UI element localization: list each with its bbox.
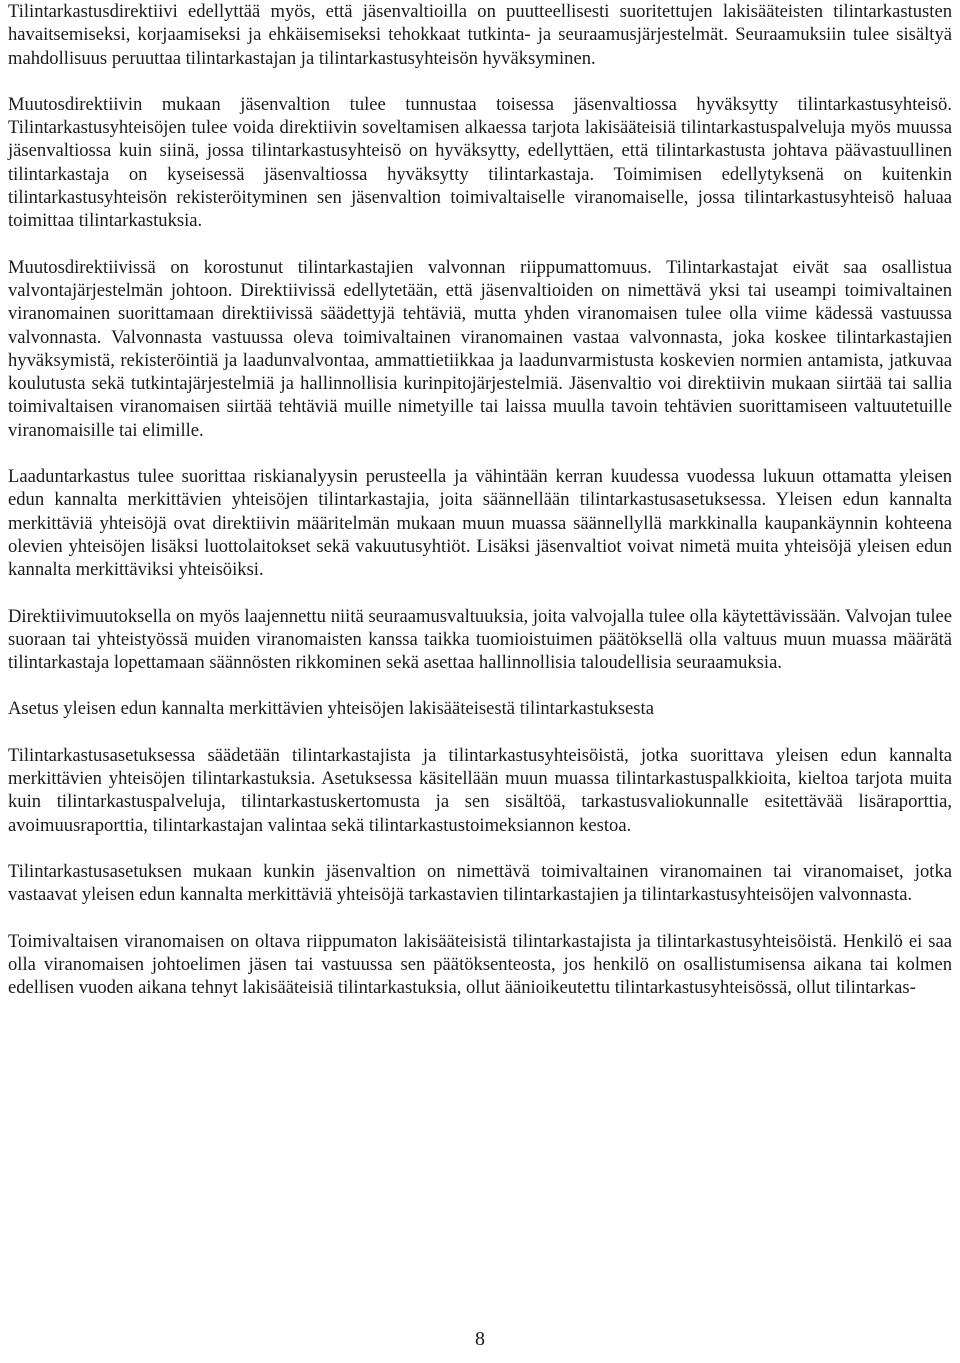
paragraph-5: Direktiivimuutoksella on myös laajennettu niitä seuraamusvaltuuksia, joita valvojalla tulee olla käytettävissään. Valvojan tulee suoraan tai yhteistyössä muiden viranomaisten kanssa taikka tuomioistuimen päätöksellä olla valtuus muun muassa määrätä tilintarkastaja lopettamaan säännösten rikkominen sekä asettaa hallinnollisia taloudellisia seuraamuksia. [8,605,952,674]
paragraph-1: Tilintarkastusdirektiivi edellyttää myös, että jäsenvaltioilla on puutteellisesti suoritettujen lakisääteisten tilintarkastusten havaitsemiseksi, korjaamiseksi ja ehkäisemiseksi tehokkaat tutkinta- ja seuraamusjärjestelmät. Seuraamuksiin tulee sisältyä mahdollisuus peruuttaa tilintarkastajan ja tilintarkastusyhteisön hyväksyminen. [8,1,952,69]
paragraph-8: Toimivaltaisen viranomaisen on oltava riippumaton lakisääteisistä tilintarkastajista ja tilintarkastusyhteisöistä. Henkilö ei saa olla viranomaisen johtoelimen jäsen tai vastuussa sen päätöksenteosta, jos henkilö on osallistumisensa aikana tai kolmen edellisen vuoden aikana tehnyt lakisääteisiä tilintarkastuksia, ollut äänioikeutettu tilintarkastusyhteisössä, ollut tilintarkas- [8,930,952,999]
document-page [8,0,952,1022]
paragraph-4: Laaduntarkastus tulee suorittaa riskianalyysin perusteella ja vähintään kerran kuudessa vuodessa lukuun ottamatta yleisen edun kannalta merkittävien yhteisöjen tilintarkastajia, joita säännellään tilintarkastusasetuksessa. Yleisen edun kannalta merkittäviä yhteisöjä ovat direktiivin määritelmän mukaan muun muassa säännellyllä markkinalla kaupankäynnin kohteena olevien yhteisöjen lisäksi luottolaitokset sekä vakuutusyhtiöt. Lisäksi jäsenvaltiot voivat nimetä muita yhteisöjä yleisen edun kannalta merkittäviksi yhteisöiksi. [8,466,952,581]
section-heading: Asetus yleisen edun kannalta merkittävien yhteisöjen lakisääteisestä tilintarkastuksesta [8,698,654,720]
paragraph-3: Muutosdirektiivissä on korostunut tilintarkastajien valvonnan riippumattomuus. Tilintarkastajat eivät saa osallistua valvontajärjestelmän johtoon. Direktiivissä edellytetään, että jäsenvaltioiden on nimettävä yksi tai useampi toimivaltainen viranomainen suorittamaan direktiivissä säädettyjä tehtäviä, mutta yhden viranomaisen tulee olla viime kädessä vastuussa valvonnasta. Valvonnasta vastuussa oleva toimivaltainen viranomainen vastaa valvonnasta, joka koskee tilintarkastajien hyväksymistä, rekisteröintiä ja laadunvalvontaa, ammattietiikkaa ja laadunvarmistusta koskevien normien antamista, jatkuvaa koulutusta sekä tutkintajärjestelmiä ja hallinnollisia kurinpitojärjestelmiä. Jäsenvaltio voi direktiivin mukaan siirtää tai sallia toimivaltaisen viranomaisen siirtää tehtäviä muille nimetyille tai laissa muulla tavoin tehtävien suorittamiseen valtuutetuille viranomaisille tai elimille. [8,256,952,441]
page-number: 8 [475,1328,485,1350]
paragraph-7: Tilintarkastusasetuksen mukaan kunkin jäsenvaltion on nimettävä toimivaltainen viranomainen tai viranomaiset, jotka vastaavat yleisen edun kannalta merkittäviä yhteisöjä tarkastavien tilintarkastajien ja tilintarkastusyhteisöjen valvonnasta. [8,860,952,906]
paragraph-6: Tilintarkastusasetuksessa säädetään tilintarkastajista ja tilintarkastusyhteisöistä, jotka suorittava yleisen edun kannalta merkittävien yhteisöjen tilintarkastuksia. Asetuksessa käsitellään muun muassa tilintarkastuspalkkioita, kieltoa tarjota muita kuin tilintarkastuspalveluja, tilintarkastuskertomusta ja sen sisältöä, tarkastusvaliokunnalle esitettävää lisäraporttia, avoimuusraporttia, tilintarkastajan valintaa sekä tilintarkastustoimeksiannon kestoa. [8,744,952,836]
paragraph-2: Muutosdirektiivin mukaan jäsenvaltion tulee tunnustaa toisessa jäsenvaltiossa hyväksytty tilintarkastusyhteisö. Tilintarkastusyhteisöjen tulee voida direktiivin soveltamisen alkaessa tarjota lakisääteisiä tilintarkastuspalveluja myös muussa jäsenvaltiossa kuin siinä, jossa tilintarkastusyhteisö on hyväksytty, edellyttäen, että tilintarkastusta johtava päävastuullinen tilintarkastaja on kyseisessä jäsenvaltiossa hyväksytty tilintarkastaja. Toimimisen edellytyksenä on kuitenkin tilintarkastusyhteisön rekisteröityminen sen jäsenvaltion toimivaltaiselle viranomaiselle, jossa tilintarkastusyhteisö haluaa toimittaa tilintarkastuksia. [8,93,952,232]
